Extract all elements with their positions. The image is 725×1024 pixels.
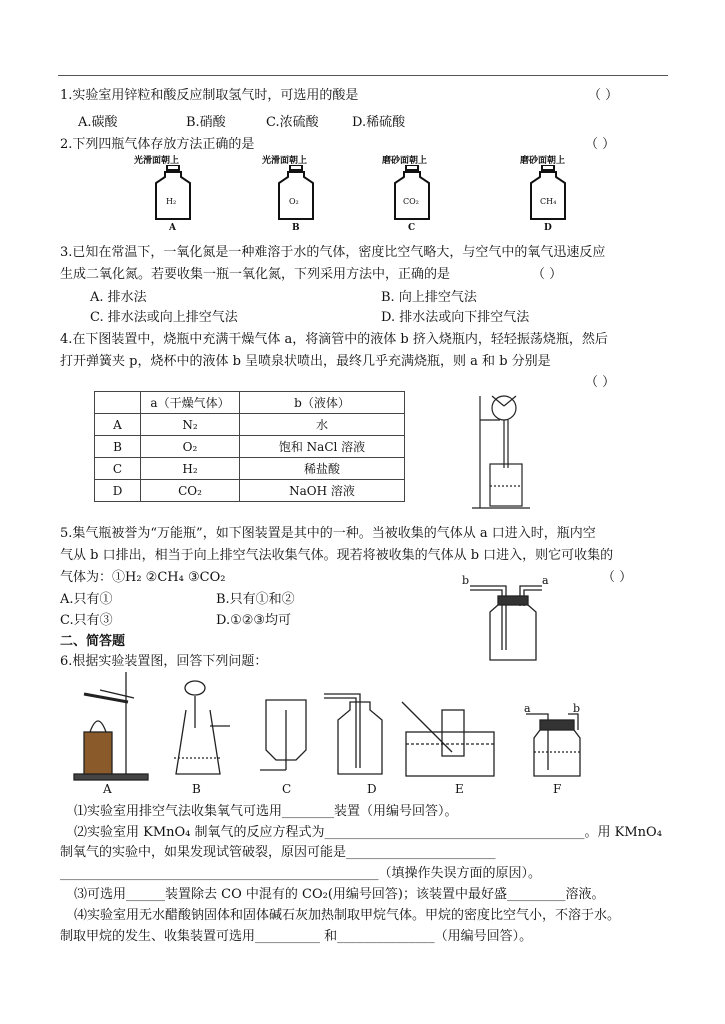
- table-header-cell: [95, 392, 141, 414]
- table-row: [95, 414, 405, 436]
- gas-bottles-figure: [140, 165, 580, 225]
- q3-option-a: A. 排水法: [90, 290, 147, 305]
- apparatus-e-label: E: [455, 782, 464, 796]
- q6-sub2-line1: ⑵实验室用 KMnO₄ 制氧气的反应方程式为________________________________________。用 KMnO₄: [74, 825, 662, 840]
- q5-line2: 气从 b 口排出，相当于向上排空气法收集气体。现若将被收集的气体从 b 口进入，则它可收集的: [60, 548, 614, 563]
- table-header-cell: a（干燥气体）: [141, 392, 240, 414]
- table-cell: 稀盐酸: [240, 458, 405, 480]
- q3-option-c: C. 排水法或向上排空气法: [90, 310, 238, 325]
- apparatus-c-label: C: [282, 782, 292, 796]
- bottle-d-caption: 磨砂面朝上: [520, 156, 566, 166]
- q5-answer-bracket: （ ）: [602, 570, 633, 585]
- apparatus-d-icon: [324, 694, 382, 774]
- q6-sub1: ⑴实验室用排空气法收集氧气可选用________装置（用编号回答）。: [74, 804, 458, 819]
- q6-sub2-line2: 制氧气的实验中，如果发现试管破裂，原因可能是_______________________: [60, 845, 496, 860]
- q4-line1: 4.在下图装置中，烧瓶中充满干燥气体 a，将滴管中的液体 b 挤入烧瓶内，轻轻振荡烧瓶，然后: [60, 332, 608, 347]
- bottle-a-letter: A: [169, 223, 176, 233]
- apparatus-d-label: D: [367, 782, 377, 796]
- bottle-d-letter: D: [544, 223, 552, 233]
- q1-stem: 1.实验室用锌粒和酸反应制取氢气时，可选用的酸是: [60, 88, 359, 103]
- table-row: [95, 458, 405, 480]
- q3-answer-bracket: （ ）: [532, 267, 563, 282]
- table-cell: O₂: [141, 436, 240, 458]
- bottle-c-letter: C: [408, 223, 416, 233]
- header-rule: [58, 75, 668, 76]
- q6-sub2-line3: _________________________________________________（填操作失误方面的原因）。: [60, 866, 542, 881]
- fountain-apparatus-icon: [470, 386, 550, 512]
- q1-option-d: D.稀硫酸: [352, 115, 406, 130]
- section-title: 二、简答题: [60, 634, 126, 649]
- bottle-a-icon: [156, 165, 190, 219]
- table-row: [95, 480, 405, 502]
- table-row: [95, 436, 405, 458]
- q2-answer-bracket: （ ）: [585, 137, 616, 152]
- apparatus-f-icon: [526, 714, 580, 776]
- bottle-c-caption: 磨砂面朝上: [382, 156, 428, 166]
- q5-line1: 5.集气瓶被誉为“万能瓶”，如下图装置是其中的一种。当被收集的气体从 a 口进入时，瓶内空: [60, 526, 596, 541]
- apparatus-b-label: B: [192, 782, 201, 796]
- bottle-d-gas: CH₄: [540, 197, 557, 206]
- bottle-c-gas: CO₂: [403, 197, 419, 206]
- apparatus-f-port-b: b: [573, 702, 581, 715]
- q5-port-b-label: b: [462, 574, 470, 587]
- table-cell: 水: [240, 414, 405, 436]
- q1-option-c: C.浓硫酸: [266, 115, 319, 130]
- q6-stem: 6.根据实验装置图，回答下列问题：: [60, 654, 268, 669]
- table-cell: A: [95, 414, 141, 436]
- apparatus-c-icon: [260, 700, 306, 770]
- table-cell: C: [95, 458, 141, 480]
- q6-sub3: ⑶可选用______装置除去 CO 中混有的 CO₂(用编号回答)；该装置中最好盛_________溶液。: [74, 887, 605, 902]
- q6-sub4-line2: 制取甲烷的发生、收集装置可选用__________ 和_______________（用编号回答）。: [60, 929, 533, 944]
- bottle-c-icon: [395, 165, 429, 219]
- table-cell: H₂: [141, 458, 240, 480]
- table-cell: NaOH 溶液: [240, 480, 405, 502]
- bottle-b-letter: B: [292, 223, 300, 233]
- bottle-b-icon: [279, 165, 313, 219]
- apparatus-f-label: F: [553, 782, 562, 796]
- apparatus-a-label: A: [103, 782, 112, 796]
- q5-option-d: D.①②③均可: [216, 613, 292, 628]
- table-cell: 饱和 NaCl 溶液: [240, 436, 405, 458]
- table-cell: N₂: [141, 414, 240, 436]
- q3-option-d: D. 排水法或向下排空气法: [381, 310, 530, 325]
- apparatus-a-icon: [74, 672, 148, 780]
- q5-option-a: A.只有①: [60, 592, 113, 607]
- q3-option-b: B. 向上排空气法: [381, 290, 477, 305]
- bottle-d-icon: [531, 165, 565, 219]
- q5-option-b: B.只有①和②: [216, 592, 295, 607]
- q4-answer-bracket: （ ）: [585, 375, 616, 390]
- q2-stem: 2.下列四瓶气体存放方法正确的是: [60, 137, 255, 152]
- bottle-b-gas: O₂: [289, 197, 299, 206]
- q6-sub4-line1: ⑷实验室用无水醋酸钠固体和固体碱石灰加热制取甲烷气体。甲烷的密度比空气小，不溶于水。: [74, 908, 621, 923]
- table-cell: B: [95, 436, 141, 458]
- apparatus-e-icon: [402, 702, 494, 776]
- apparatus-b-icon: [174, 681, 230, 774]
- bottle-a-gas: H₂: [166, 197, 177, 206]
- q5-port-a-label: a: [542, 574, 549, 587]
- table-header-cell: b（液体）: [240, 392, 405, 414]
- table-cell: CO₂: [141, 480, 240, 502]
- q5-option-c: C.只有③: [60, 613, 113, 628]
- q5-line3: 气体为：①H₂ ②CH₄ ③CO₂: [60, 570, 226, 585]
- apparatus-f-port-a: a: [524, 702, 531, 715]
- table-header-row: [95, 392, 405, 414]
- table-cell: D: [95, 480, 141, 502]
- q1-answer-bracket: （ ）: [588, 88, 619, 103]
- q3-line1: 3.已知在常温下，一氧化氮是一种难溶于水的气体，密度比空气略大，与空气中的氧气迅速反应: [60, 245, 606, 260]
- q1-option-b: B.硝酸: [186, 115, 226, 130]
- gas-collecting-bottle-icon: [468, 584, 548, 664]
- q3-line2: 生成二氧化氮。若要收集一瓶一氧化氮，下列采用方法中，正确的是: [60, 267, 451, 282]
- bottle-b-caption: 光滑面朝上: [262, 156, 308, 166]
- lab-apparatus-figure: [70, 670, 610, 782]
- q4-options-table: [94, 391, 405, 502]
- bottle-a-caption: 光滑面朝上: [134, 156, 180, 166]
- q4-line2: 打开弹簧夹 p，烧杯中的液体 b 呈喷泉状喷出，最终几乎充满烧瓶，则 a 和 b 分别是: [60, 354, 551, 369]
- q1-option-a: A.碳酸: [78, 115, 118, 130]
